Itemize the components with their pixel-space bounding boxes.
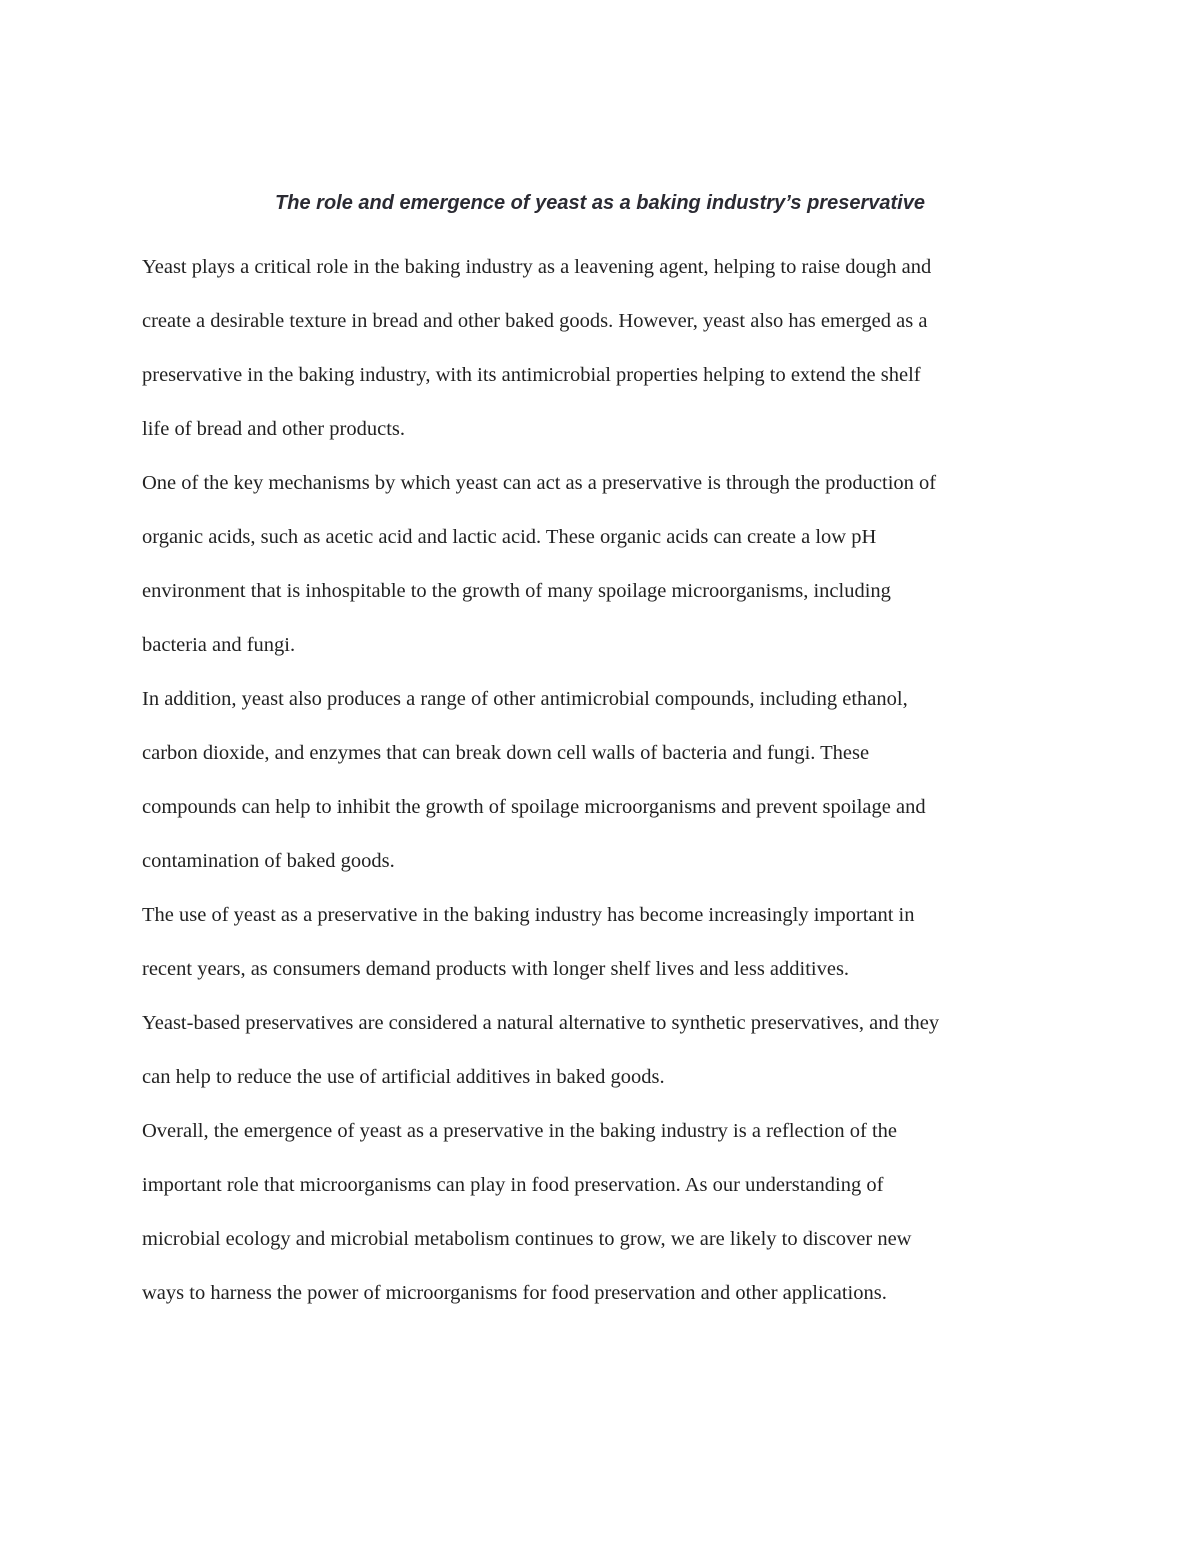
- paragraph-3: [142, 683, 1072, 899]
- paragraph-line: can help to reduce the use of artificial additives in baked goods.: [142, 1066, 665, 1088]
- paragraph-line: bacteria and fungi.: [142, 634, 296, 656]
- paragraph-line: life of bread and other products.: [142, 418, 405, 440]
- paragraph-line: Overall, the emergence of yeast as a preservative in the baking industry is a reflection of the: [142, 1120, 897, 1142]
- paragraph-line: ways to harness the power of microorganisms for food preservation and other applications.: [142, 1282, 887, 1304]
- paragraph-line: important role that microorganisms can play in food preservation. As our understanding of: [142, 1174, 884, 1196]
- paragraph-line: microbial ecology and microbial metabolism continues to grow, we are likely to discover new: [142, 1228, 912, 1250]
- paragraph-line: One of the key mechanisms by which yeast can act as a preservative is through the production of: [142, 472, 937, 494]
- document-body: [142, 251, 1072, 1331]
- paragraph-line: preservative in the baking industry, with its antimicrobial properties helping to extend the shelf: [142, 364, 921, 386]
- paragraph-line: The use of yeast as a preservative in the baking industry has become increasingly important in: [142, 904, 915, 926]
- paragraph-1: [142, 251, 1072, 467]
- paragraph-line: recent years, as consumers demand products with longer shelf lives and less additives.: [142, 958, 850, 980]
- paragraph-5: [142, 1115, 1072, 1331]
- paragraph-4: [142, 899, 1072, 1115]
- paragraph-line: environment that is inhospitable to the growth of many spoilage microorganisms, including: [142, 580, 891, 602]
- paragraph-line: In addition, yeast also produces a range of other antimicrobial compounds, including ethanol,: [142, 688, 908, 710]
- paragraph-line: create a desirable texture in bread and other baked goods. However, yeast also has emerged as a: [142, 310, 928, 332]
- paragraph-line: contamination of baked goods.: [142, 850, 395, 872]
- paragraph-line: Yeast-based preservatives are considered a natural alternative to synthetic preservatives, and they: [142, 1012, 940, 1034]
- paragraph-line: Yeast plays a critical role in the baking industry as a leavening agent, helping to raise dough and: [142, 256, 932, 278]
- document-title: The role and emergence of yeast as a baking industry’s preservative: [275, 192, 925, 214]
- paragraph-line: organic acids, such as acetic acid and lactic acid. These organic acids can create a low pH: [142, 526, 877, 548]
- paragraph-line: compounds can help to inhibit the growth of spoilage microorganisms and prevent spoilage and: [142, 796, 926, 818]
- paragraph-line: carbon dioxide, and enzymes that can break down cell walls of bacteria and fungi. These: [142, 742, 870, 764]
- paragraph-2: [142, 467, 1072, 683]
